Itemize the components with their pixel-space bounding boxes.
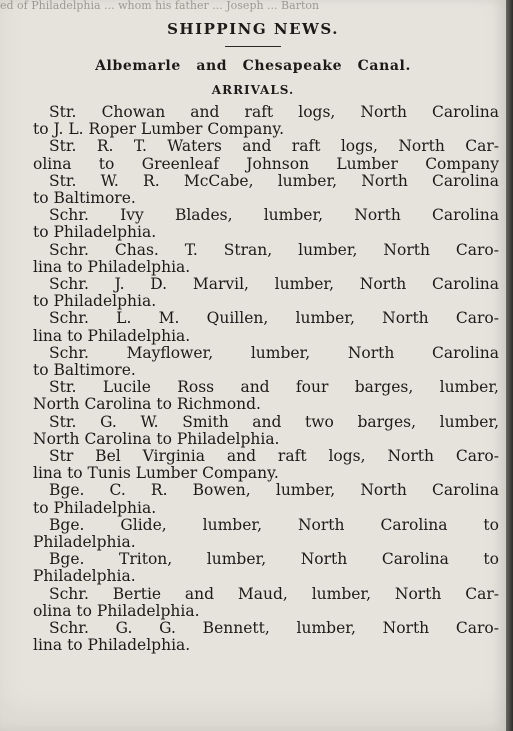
- entry-first-line: Schr. Chas. T. Stran, lumber, North Caro-: [49, 240, 499, 259]
- entry-continuation-line: Philadelphia.: [33, 533, 136, 552]
- entry-continuation-line: to Philadelphia.: [33, 292, 157, 311]
- entry-first-line: Schr. L. M. Quillen, lumber, North Caro-: [49, 309, 499, 328]
- entry-first-line: Bge. C. R. Bowen, lumber, North Carolina: [49, 481, 499, 500]
- entry-first-line: Schr. Ivy Blades, lumber, North Carolina: [49, 206, 499, 225]
- arrivals-list: [33, 104, 499, 655]
- arrival-entry: [33, 517, 499, 551]
- entry-first-line: Schr. G. G. Bennett, lumber, North Caro-: [49, 619, 499, 638]
- arrival-entry: [33, 482, 499, 516]
- entry-first-line: Str. Chowan and raft logs, North Carolina: [49, 103, 499, 121]
- arrival-entry: [33, 345, 499, 379]
- entry-first-line: Str. Lucile Ross and four barges, lumber,: [49, 378, 499, 397]
- entry-continuation-line: lina to Philadelphia.: [33, 326, 191, 345]
- entry-continuation-line: lina to Philadelphia.: [33, 257, 191, 276]
- entry-continuation-line: to Baltimore.: [33, 361, 136, 380]
- clipped-top-text: ed of Philadelphia ... whom his father ... Joseph ... Barton: [0, 0, 320, 12]
- entry-first-line: Str. R. T. Waters and raft logs, North Car-: [49, 137, 499, 156]
- arrival-entry: [33, 138, 499, 172]
- page-title: SHIPPING NEWS.: [167, 20, 339, 38]
- entry-first-line: Schr. Bertie and Maud, lumber, North Car-: [49, 584, 499, 603]
- entry-continuation-line: lina to Tunis Lumber Company.: [33, 464, 279, 483]
- entry-first-line: Bge. Glide, lumber, North Carolina to: [49, 515, 499, 534]
- arrival-entry: [33, 207, 499, 241]
- arrival-entry: [33, 620, 499, 654]
- title-divider: [225, 46, 281, 47]
- entry-continuation-line: to J. L. Roper Lumber Company.: [33, 120, 284, 139]
- entry-first-line: Bge. Triton, lumber, North Carolina to: [49, 550, 499, 569]
- entry-continuation-line: olina to Philadelphia.: [33, 601, 200, 620]
- arrival-entry: [33, 310, 499, 344]
- section-subtitle: Albemarle and Chesapeake Canal.: [95, 58, 411, 74]
- arrival-entry: [33, 551, 499, 585]
- entry-first-line: Schr. Mayflower, lumber, North Carolina: [49, 343, 499, 362]
- arrival-entry: [33, 379, 499, 413]
- arrival-entry: [33, 448, 499, 482]
- entry-continuation-line: to Philadelphia.: [33, 498, 157, 517]
- arrival-entry: [33, 173, 499, 207]
- arrival-entry: [33, 242, 499, 276]
- entry-continuation-line: North Carolina to Philadelphia.: [33, 429, 280, 448]
- page-edge-shadow: [506, 0, 513, 731]
- entry-continuation-line: Philadelphia.: [33, 567, 136, 586]
- entry-continuation-line: olina to Greenleaf Johnson Lumber Company: [33, 154, 499, 173]
- arrival-entry: [33, 104, 499, 138]
- entry-continuation-line: to Baltimore.: [33, 189, 136, 208]
- entry-first-line: Str. G. W. Smith and two barges, lumber,: [49, 412, 499, 431]
- arrival-entry: [33, 276, 499, 310]
- entry-continuation-line: North Carolina to Richmond.: [33, 395, 261, 414]
- arrivals-heading: ARRIVALS.: [211, 83, 295, 97]
- entry-first-line: Str. W. R. McCabe, lumber, North Carolina: [49, 171, 499, 190]
- entry-first-line: Schr. J. D. Marvil, lumber, North Carolina: [49, 275, 499, 294]
- arrival-entry: [33, 586, 499, 620]
- entry-first-line: Str Bel Virginia and raft logs, North Caro-: [49, 447, 499, 466]
- entry-continuation-line: lina to Philadelphia.: [33, 636, 191, 655]
- arrival-entry: [33, 414, 499, 448]
- entry-continuation-line: to Philadelphia.: [33, 223, 157, 242]
